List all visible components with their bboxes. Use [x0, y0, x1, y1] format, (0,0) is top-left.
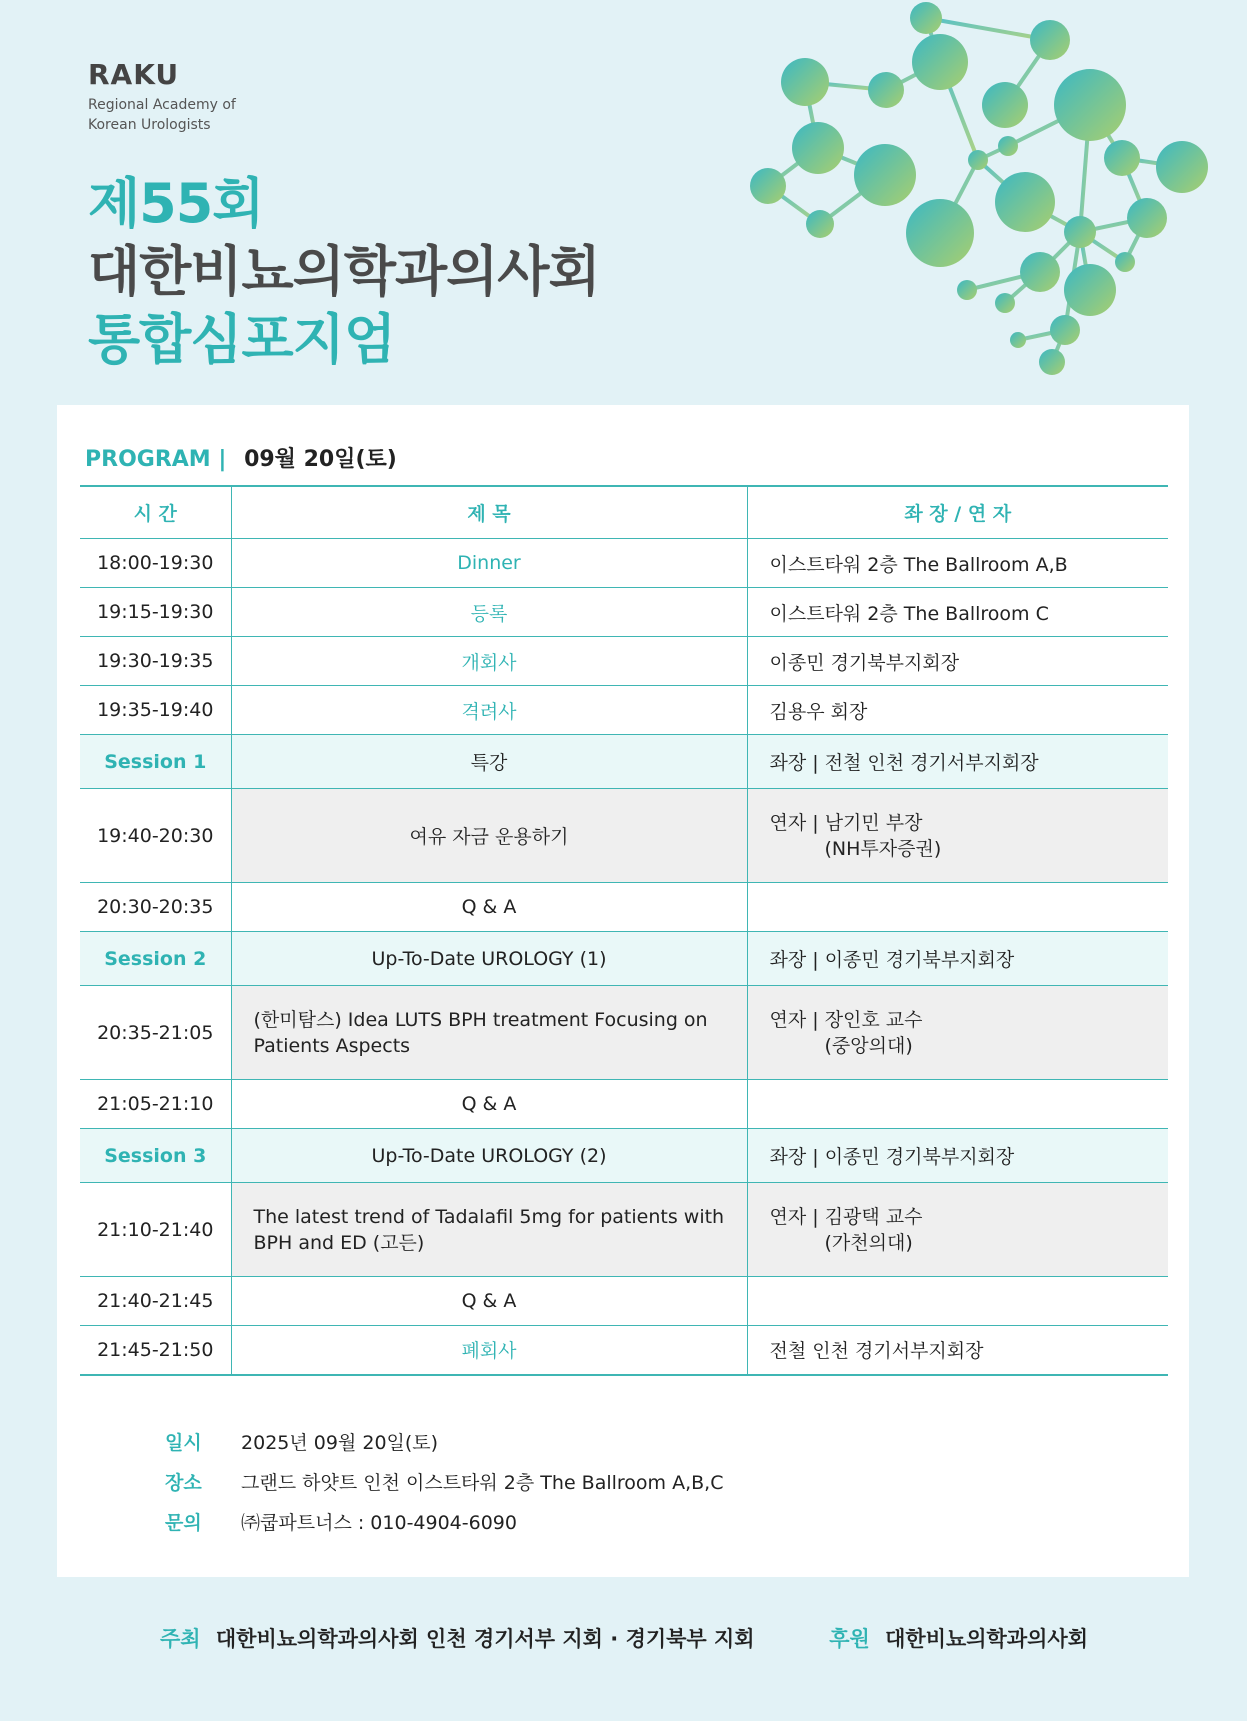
org-logo [88, 58, 236, 135]
footer [160, 1623, 1088, 1653]
detail-date-value: 2025년 09월 20일(토) [241, 1432, 439, 1454]
event-details [165, 1423, 723, 1543]
row-time: 20:35-21:05 [80, 986, 231, 1080]
detail-contact-value: ㈜쿱파트너스 : 010-4904-6090 [241, 1512, 517, 1534]
detail-contact [165, 1503, 723, 1543]
table-row [80, 637, 1168, 686]
footer-sponsor-value: 대한비뇨의학과의사회 [885, 1627, 1088, 1651]
row-time: 19:35-19:40 [80, 686, 231, 735]
molecule-graphic [740, 0, 1220, 390]
row-time: 19:15-19:30 [80, 588, 231, 637]
session-label: Session 2 [80, 932, 231, 986]
row-title: 격려사 [231, 686, 747, 735]
session-row [80, 1129, 1168, 1183]
table-row [80, 686, 1168, 735]
speaker-affiliation: (가천의대) [824, 1231, 913, 1254]
session-row [80, 932, 1168, 986]
table-row [80, 588, 1168, 637]
row-time: 20:30-20:35 [80, 883, 231, 932]
program-label: PROGRAM | [85, 447, 227, 472]
detail-date-label: 일시 [165, 1432, 202, 1454]
row-info: 이스트타워 2층 The Ballroom C [747, 588, 1168, 637]
row-info: 전철 인천 경기서부지회장 [747, 1326, 1168, 1375]
row-title: The latest trend of Tadalafil 5mg for patients with BPH and ED (고든) [231, 1183, 747, 1277]
table-row [80, 883, 1168, 932]
event-title-organization: 대한비뇨의학과의사회 [88, 240, 600, 303]
header-title: 제 목 [231, 486, 747, 539]
table-row [80, 1080, 1168, 1129]
table-row [80, 1277, 1168, 1326]
row-info [747, 883, 1168, 932]
row-title: 여유 자금 운용하기 [231, 789, 747, 883]
row-info: 좌장 | 이종민 경기북부지회장 [747, 1129, 1168, 1183]
row-title: Q & A [231, 883, 747, 932]
program-table [80, 485, 1168, 1376]
speaker-name: 연자 | 남기민 부장 [769, 811, 923, 834]
row-title: (한미탐스) Idea LUTS BPH treatment Focusing on Patients Aspects [231, 986, 747, 1080]
row-title: 폐회사 [231, 1326, 747, 1375]
org-full-name-line2: Korean Urologists [88, 117, 211, 133]
event-title-symposium: 통합심포지엄 [88, 308, 395, 371]
footer-host-label: 주최 [160, 1627, 201, 1651]
detail-contact-label: 문의 [165, 1512, 202, 1534]
row-title: 개회사 [231, 637, 747, 686]
talk-row [80, 1183, 1168, 1277]
program-panel [57, 405, 1189, 1577]
footer-sponsor-label: 후원 [829, 1627, 870, 1651]
row-info: 이종민 경기북부지회장 [747, 637, 1168, 686]
program-date: 09월 20일(토) [244, 447, 397, 472]
session-row [80, 735, 1168, 789]
footer-host-value: 대한비뇨의학과의사회 인천 경기서부 지회 · 경기북부 지회 [215, 1627, 755, 1651]
row-info: 좌장 | 전철 인천 경기서부지회장 [747, 735, 1168, 789]
speaker-affiliation: (중앙의대) [824, 1034, 913, 1057]
detail-date [165, 1423, 723, 1463]
row-info: 김용우 회장 [747, 686, 1168, 735]
row-title: Q & A [231, 1080, 747, 1129]
program-header [85, 442, 397, 473]
org-full-name-line1: Regional Academy of [88, 97, 236, 113]
row-time: 21:40-21:45 [80, 1277, 231, 1326]
session-label: Session 1 [80, 735, 231, 789]
org-abbreviation: RAKU [88, 58, 180, 91]
row-title: Up-To-Date UROLOGY (2) [231, 1129, 747, 1183]
table-row [80, 539, 1168, 588]
row-info [747, 1277, 1168, 1326]
row-time: 18:00-19:30 [80, 539, 231, 588]
row-info [747, 1080, 1168, 1129]
row-title: 특강 [231, 735, 747, 789]
talk-row [80, 789, 1168, 883]
row-time: 21:05-21:10 [80, 1080, 231, 1129]
talk-row [80, 986, 1168, 1080]
row-info [747, 789, 1168, 883]
row-time: 21:45-21:50 [80, 1326, 231, 1375]
row-title: Up-To-Date UROLOGY (1) [231, 932, 747, 986]
event-title-edition: 제55회 [88, 172, 264, 235]
row-time: 21:10-21:40 [80, 1183, 231, 1277]
row-info [747, 986, 1168, 1080]
speaker-name: 연자 | 장인호 교수 [769, 1008, 923, 1031]
row-time: 19:30-19:35 [80, 637, 231, 686]
row-title: Dinner [231, 539, 747, 588]
detail-place [165, 1463, 723, 1503]
row-title: Q & A [231, 1277, 747, 1326]
row-info [747, 1183, 1168, 1277]
org-full-name [88, 95, 236, 135]
detail-place-label: 장소 [165, 1472, 202, 1494]
row-info: 좌장 | 이종민 경기북부지회장 [747, 932, 1168, 986]
event-title [88, 170, 600, 374]
detail-place-value: 그랜드 하얏트 인천 이스트타워 2층 The Ballroom A,B,C [241, 1472, 724, 1494]
table-header-row [80, 486, 1168, 539]
header-time: 시 간 [80, 486, 231, 539]
header-chair-speaker: 좌 장 / 연 자 [747, 486, 1168, 539]
row-info: 이스트타워 2층 The Ballroom A,B [747, 539, 1168, 588]
row-time: 19:40-20:30 [80, 789, 231, 883]
speaker-affiliation: (NH투자증권) [824, 837, 942, 860]
speaker-name: 연자 | 김광택 교수 [769, 1205, 923, 1228]
table-row [80, 1326, 1168, 1375]
row-title: 등록 [231, 588, 747, 637]
session-label: Session 3 [80, 1129, 231, 1183]
